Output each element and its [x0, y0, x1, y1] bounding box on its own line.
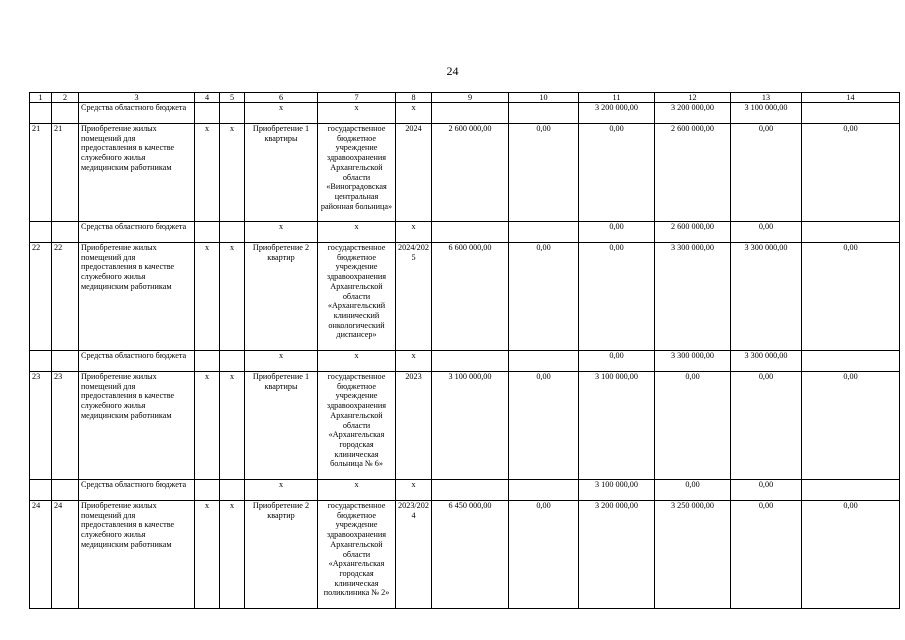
- cell-col-9: 3 100 000,00: [432, 372, 509, 480]
- cell-col-13: 0,00: [731, 372, 802, 480]
- cell-col-3: Приобретение жилых помещений для предоставления в качестве служебного жилья медицинским работникам: [79, 124, 195, 222]
- column-header: 7: [318, 93, 396, 103]
- cell-col-1: [30, 103, 52, 124]
- cell-col-4: [195, 103, 220, 124]
- cell-col-12: 3 300 000,00: [655, 351, 731, 372]
- cell-col-9: [432, 103, 509, 124]
- cell-col-3: Приобретение жилых помещений для предоставления в качестве служебного жилья медицинским работникам: [79, 243, 195, 351]
- cell-col-5: [220, 480, 245, 501]
- cell-col-14: 0,00: [802, 124, 900, 222]
- cell-col-3: Приобретение жилых помещений для предоставления в качестве служебного жилья медицинским работникам: [79, 501, 195, 609]
- cell-col-6: х: [245, 103, 318, 124]
- cell-col-8: 2023/2024: [396, 501, 432, 609]
- cell-col-7: государственное бюджетное учреждение здравоохранения Архангельской области «Архангельский клинический онкологический диспансер»: [318, 243, 396, 351]
- cell-col-10: 0,00: [509, 501, 579, 609]
- column-header: 3: [79, 93, 195, 103]
- cell-col-2: 22: [52, 243, 79, 351]
- table-row-budget-source: [30, 103, 900, 124]
- table-row: [30, 501, 900, 609]
- cell-col-6: х: [245, 480, 318, 501]
- table-row: [30, 124, 900, 222]
- cell-col-11: 0,00: [579, 222, 655, 243]
- cell-col-9: 6 600 000,00: [432, 243, 509, 351]
- cell-col-8: 2024: [396, 124, 432, 222]
- cell-col-10: 0,00: [509, 243, 579, 351]
- cell-col-13: 3 300 000,00: [731, 243, 802, 351]
- cell-col-2: 23: [52, 372, 79, 480]
- column-header: 9: [432, 93, 509, 103]
- column-header: 8: [396, 93, 432, 103]
- cell-col-4: [195, 351, 220, 372]
- column-header: 14: [802, 93, 900, 103]
- cell-col-3: Средства областного бюджета: [79, 103, 195, 124]
- cell-col-8: 2023: [396, 372, 432, 480]
- column-header: 5: [220, 93, 245, 103]
- cell-col-1: 22: [30, 243, 52, 351]
- cell-col-13: 0,00: [731, 480, 802, 501]
- cell-col-2: [52, 103, 79, 124]
- cell-col-9: 2 600 000,00: [432, 124, 509, 222]
- cell-col-7: х: [318, 351, 396, 372]
- cell-col-12: 3 200 000,00: [655, 103, 731, 124]
- cell-col-10: [509, 351, 579, 372]
- cell-col-14: 0,00: [802, 372, 900, 480]
- cell-col-8: 2024/2025: [396, 243, 432, 351]
- cell-col-13: 3 300 000,00: [731, 351, 802, 372]
- cell-col-3: Приобретение жилых помещений для предоставления в качестве служебного жилья медицинским работникам: [79, 372, 195, 480]
- cell-col-10: 0,00: [509, 372, 579, 480]
- table-row: [30, 243, 900, 351]
- cell-col-4: х: [195, 372, 220, 480]
- cell-col-7: государственное бюджетное учреждение здравоохранения Архангельской области «Архангельская городская клиническая поликлиника № 2»: [318, 501, 396, 609]
- cell-col-7: государственное бюджетное учреждение здравоохранения Архангельской области «Архангельская городская клиническая больница № 6»: [318, 372, 396, 480]
- cell-col-10: [509, 222, 579, 243]
- cell-col-7: х: [318, 222, 396, 243]
- cell-col-3: Средства областного бюджета: [79, 480, 195, 501]
- cell-col-10: [509, 480, 579, 501]
- cell-col-7: х: [318, 103, 396, 124]
- cell-col-11: 3 200 000,00: [579, 501, 655, 609]
- cell-col-9: [432, 351, 509, 372]
- cell-col-1: 24: [30, 501, 52, 609]
- cell-col-14: 0,00: [802, 501, 900, 609]
- cell-col-1: [30, 351, 52, 372]
- table-row-budget-source: [30, 351, 900, 372]
- cell-col-12: 0,00: [655, 372, 731, 480]
- column-header: 10: [509, 93, 579, 103]
- cell-col-5: х: [220, 124, 245, 222]
- column-header: 4: [195, 93, 220, 103]
- column-header: 1: [30, 93, 52, 103]
- cell-col-4: х: [195, 243, 220, 351]
- column-header: 2: [52, 93, 79, 103]
- table-row: [30, 372, 900, 480]
- cell-col-11: 0,00: [579, 243, 655, 351]
- cell-col-10: [509, 103, 579, 124]
- cell-col-4: х: [195, 501, 220, 609]
- cell-col-5: [220, 103, 245, 124]
- table-row-budget-source: [30, 222, 900, 243]
- cell-col-1: [30, 480, 52, 501]
- table-row-budget-source: [30, 480, 900, 501]
- cell-col-12: 0,00: [655, 480, 731, 501]
- cell-col-5: х: [220, 372, 245, 480]
- cell-col-9: [432, 222, 509, 243]
- cell-col-11: 0,00: [579, 351, 655, 372]
- cell-col-6: Приобретение 2 квартир: [245, 501, 318, 609]
- cell-col-12: 3 300 000,00: [655, 243, 731, 351]
- cell-col-14: [802, 351, 900, 372]
- cell-col-6: х: [245, 351, 318, 372]
- cell-col-2: [52, 480, 79, 501]
- cell-col-9: 6 450 000,00: [432, 501, 509, 609]
- cell-col-7: государственное бюджетное учреждение здравоохранения Архангельской области «Виноградовская центральная районная больница»: [318, 124, 396, 222]
- cell-col-6: Приобретение 2 квартир: [245, 243, 318, 351]
- budget-table: [29, 92, 900, 609]
- cell-col-7: х: [318, 480, 396, 501]
- cell-col-1: [30, 222, 52, 243]
- column-header: 11: [579, 93, 655, 103]
- cell-col-4: х: [195, 124, 220, 222]
- cell-col-5: х: [220, 501, 245, 609]
- cell-col-12: 3 250 000,00: [655, 501, 731, 609]
- cell-col-4: [195, 222, 220, 243]
- cell-col-13: 3 100 000,00: [731, 103, 802, 124]
- cell-col-11: 3 100 000,00: [579, 480, 655, 501]
- cell-col-8: х: [396, 351, 432, 372]
- cell-col-8: х: [396, 222, 432, 243]
- page-number: 24: [446, 64, 459, 78]
- cell-col-6: Приобретение 1 квартиры: [245, 372, 318, 480]
- cell-col-14: [802, 103, 900, 124]
- cell-col-9: [432, 480, 509, 501]
- cell-col-2: 24: [52, 501, 79, 609]
- cell-col-6: Приобретение 1 квартиры: [245, 124, 318, 222]
- cell-col-2: 21: [52, 124, 79, 222]
- cell-col-3: Средства областного бюджета: [79, 222, 195, 243]
- cell-col-1: 21: [30, 124, 52, 222]
- cell-col-14: [802, 222, 900, 243]
- cell-col-11: 3 100 000,00: [579, 372, 655, 480]
- cell-col-10: 0,00: [509, 124, 579, 222]
- cell-col-5: [220, 351, 245, 372]
- cell-col-6: х: [245, 222, 318, 243]
- column-number-row: [30, 93, 900, 103]
- cell-col-1: 23: [30, 372, 52, 480]
- column-header: 6: [245, 93, 318, 103]
- column-header: 12: [655, 93, 731, 103]
- cell-col-5: х: [220, 243, 245, 351]
- cell-col-4: [195, 480, 220, 501]
- cell-col-14: [802, 480, 900, 501]
- cell-col-13: 0,00: [731, 222, 802, 243]
- cell-col-3: Средства областного бюджета: [79, 351, 195, 372]
- cell-col-13: 0,00: [731, 501, 802, 609]
- cell-col-8: х: [396, 480, 432, 501]
- cell-col-14: 0,00: [802, 243, 900, 351]
- cell-col-2: [52, 351, 79, 372]
- cell-col-5: [220, 222, 245, 243]
- cell-col-11: 0,00: [579, 124, 655, 222]
- cell-col-12: 2 600 000,00: [655, 222, 731, 243]
- cell-col-12: 2 600 000,00: [655, 124, 731, 222]
- cell-col-2: [52, 222, 79, 243]
- cell-col-8: х: [396, 103, 432, 124]
- cell-col-13: 0,00: [731, 124, 802, 222]
- cell-col-11: 3 200 000,00: [579, 103, 655, 124]
- column-header: 13: [731, 93, 802, 103]
